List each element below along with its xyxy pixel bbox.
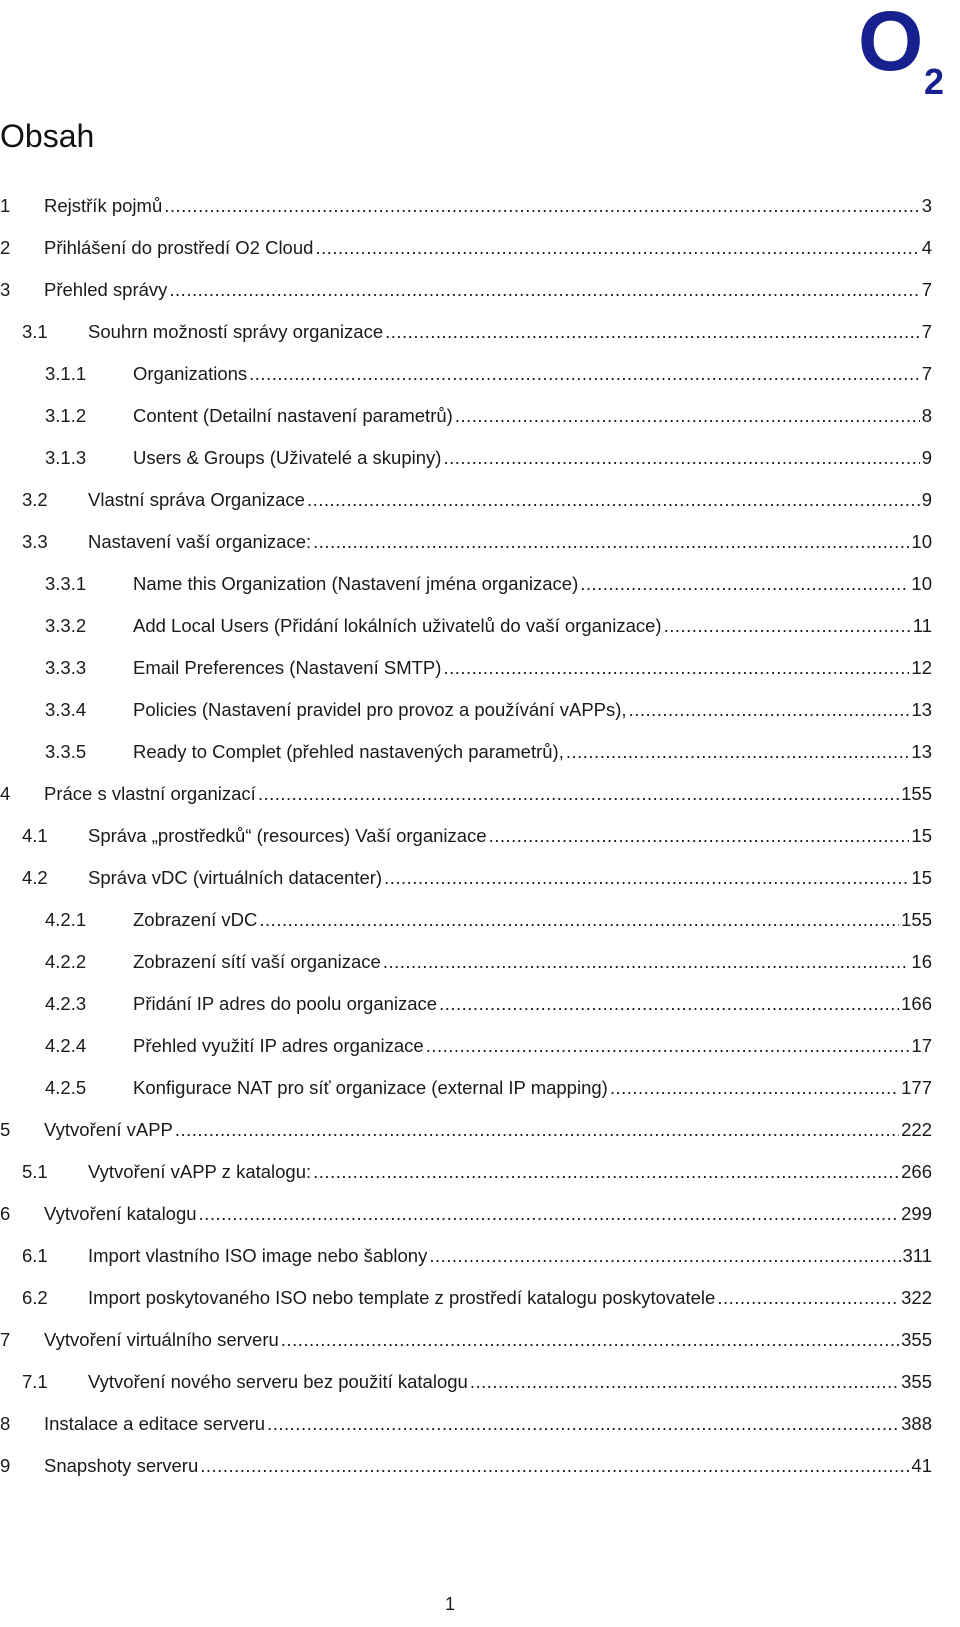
toc-entry[interactable] [0, 1277, 932, 1319]
toc-entry-title: Správa „prostředků“ (resources) Vaší organizace [88, 825, 487, 846]
toc-entry-title: Vytvoření nového serveru bez použití katalogu [88, 1371, 468, 1392]
toc-entry-title: Ready to Complet (přehled nastavených parametrů), [133, 741, 564, 762]
toc-entry-page: 7 [921, 279, 932, 300]
toc-entry-page: 41 [911, 1455, 932, 1476]
toc-entry-page: 4 [921, 237, 932, 258]
toc-entry-number: 6.2 [22, 1287, 48, 1308]
toc-dot-leader [258, 782, 899, 806]
toc-entry-number: 4.2.2 [45, 951, 87, 972]
toc-entry-page: 9 [921, 489, 932, 510]
toc-entry-page: 12 [911, 657, 932, 678]
toc-dot-leader [385, 320, 920, 344]
toc-entry[interactable] [0, 1109, 932, 1151]
toc-entry-number: 3.3.5 [45, 741, 87, 762]
toc-entry-page: 15 [911, 825, 932, 846]
toc-entry-page: 322 [901, 1287, 932, 1308]
toc-entry-number: 4.2.1 [45, 909, 87, 930]
toc-entry-number: 3 [0, 279, 11, 300]
svg-text:O: O [858, 4, 924, 88]
toc-entry-number: 3.3.2 [45, 615, 87, 636]
toc-entry-page: 266 [901, 1161, 932, 1182]
toc-entry-title: Email Preferences (Nastavení SMTP) [133, 657, 442, 678]
toc-entry[interactable] [0, 269, 932, 311]
toc-entry[interactable] [0, 731, 932, 773]
toc-dot-leader [249, 362, 920, 386]
toc-entry-number: 4.1 [22, 825, 48, 846]
toc-entry[interactable] [0, 521, 932, 563]
toc-heading: Obsah [0, 118, 95, 154]
toc-entry-page: 388 [901, 1413, 932, 1434]
toc-entry-page: 3 [921, 195, 932, 216]
toc-dot-leader [664, 614, 911, 638]
toc-entry-title: Nastavení vaší organizace: [88, 531, 312, 552]
toc-entry-number: 5 [0, 1119, 11, 1140]
toc-entry-page: 11 [912, 615, 932, 636]
toc-entry-number: 4.2 [22, 867, 48, 888]
toc-dot-leader [313, 530, 909, 554]
toc-entry-title: Přehled využití IP adres organizace [133, 1035, 424, 1056]
toc-entry[interactable] [0, 437, 932, 479]
toc-dot-leader [443, 656, 909, 680]
toc-dot-leader [426, 1034, 910, 1058]
toc-entry-title: Vytvoření virtuálního serveru [44, 1329, 279, 1350]
toc-entry-title: Name this Organization (Nastavení jména organizace) [133, 573, 579, 594]
toc-entry[interactable] [0, 227, 932, 269]
toc-dot-leader [315, 236, 919, 260]
toc-entry-number: 2 [0, 237, 11, 258]
toc-entry[interactable] [0, 941, 932, 983]
toc-dot-leader [164, 194, 919, 218]
toc-entry-number: 3.1.1 [45, 363, 87, 384]
toc-entry-title: Import vlastního ISO image nebo šablony [88, 1245, 428, 1266]
toc-entry-page: 17 [911, 1035, 932, 1056]
toc-entry-title: Content (Detailní nastavení parametrů) [133, 405, 453, 426]
toc-entry-number: 4.2.5 [45, 1077, 87, 1098]
toc-entry-page: 16 [911, 951, 932, 972]
toc-entry-title: Add Local Users (Přidání lokálních uživatelů do vaší organizace) [133, 615, 662, 636]
toc-entry-page: 13 [911, 699, 932, 720]
toc-entry-number: 3.3.4 [45, 699, 87, 720]
toc-entry-page: 9 [921, 447, 932, 468]
toc-entry-page: 10 [911, 573, 932, 594]
toc-entry[interactable] [0, 605, 932, 647]
toc-dot-leader [281, 1328, 899, 1352]
toc-entry[interactable] [0, 857, 932, 899]
toc-entry-number: 3.1.3 [45, 447, 87, 468]
toc-entry-page: 222 [901, 1119, 932, 1140]
toc-dot-leader [566, 740, 910, 764]
toc-entry-number: 3.3.3 [45, 657, 87, 678]
toc-entry-page: 155 [901, 909, 932, 930]
toc-dot-leader [580, 572, 909, 596]
toc-entry[interactable] [0, 185, 932, 227]
toc-entry-page: 15 [911, 867, 932, 888]
toc-entry-page: 155 [901, 783, 932, 804]
toc-entry[interactable] [0, 689, 932, 731]
toc-entry-title: Vlastní správa Organizace [88, 489, 305, 510]
table-of-contents [0, 185, 932, 1487]
toc-entry-title: Organizations [133, 363, 248, 384]
toc-dot-leader [717, 1286, 899, 1310]
toc-entry-number: 3.2 [22, 489, 48, 510]
toc-entry-title: Přihlášení do prostředí O2 Cloud [44, 237, 314, 258]
toc-dot-leader [175, 1118, 899, 1142]
toc-entry[interactable] [0, 1025, 932, 1067]
toc-dot-leader [313, 1160, 899, 1184]
toc-entry-title: Správa vDC (virtuálních datacenter) [88, 867, 383, 888]
toc-entry-title: Vytvoření vAPP [44, 1119, 173, 1140]
toc-entry-number: 3.1.2 [45, 405, 87, 426]
toc-dot-leader [169, 278, 919, 302]
toc-entry[interactable] [0, 647, 932, 689]
toc-entry-page: 355 [901, 1329, 932, 1350]
toc-entry[interactable] [0, 395, 932, 437]
toc-entry-title: Přidání IP adres do poolu organizace [133, 993, 438, 1014]
toc-entry-number: 3.3 [22, 531, 48, 552]
toc-entry[interactable] [0, 1067, 932, 1109]
toc-entry-title: Zobrazení vDC [133, 909, 258, 930]
toc-dot-leader [443, 446, 919, 470]
toc-dot-leader [384, 866, 909, 890]
toc-entry-title: Users & Groups (Uživatelé a skupiny) [133, 447, 442, 468]
toc-entry-page: 355 [901, 1371, 932, 1392]
toc-dot-leader [199, 1202, 900, 1226]
toc-dot-leader [267, 1412, 899, 1436]
toc-entry[interactable] [0, 1151, 932, 1193]
toc-entry[interactable] [0, 899, 932, 941]
toc-dot-leader [629, 698, 910, 722]
toc-entry-number: 1 [0, 195, 11, 216]
toc-dot-leader [259, 908, 899, 932]
toc-entry-page: 8 [921, 405, 932, 426]
toc-entry-page: 299 [901, 1203, 932, 1224]
toc-dot-leader [439, 992, 899, 1016]
toc-entry[interactable] [0, 1319, 932, 1361]
svg-text:2: 2 [924, 61, 945, 100]
toc-entry[interactable] [0, 1361, 932, 1403]
toc-dot-leader [307, 488, 920, 512]
toc-entry-title: Vytvoření vAPP z katalogu: [88, 1161, 312, 1182]
toc-entry[interactable] [0, 311, 932, 353]
toc-entry[interactable] [0, 479, 932, 521]
toc-entry[interactable] [0, 1403, 932, 1445]
toc-entry-title: Souhrn možností správy organizace [88, 321, 384, 342]
toc-dot-leader [200, 1454, 909, 1478]
toc-entry[interactable] [0, 773, 932, 815]
toc-entry-page: 10 [911, 531, 932, 552]
toc-entry-title: Import poskytovaného ISO nebo template z prostředí katalogu poskytovatele [88, 1287, 716, 1308]
toc-entry-number: 4 [0, 783, 11, 804]
toc-entry-page: 166 [901, 993, 932, 1014]
toc-entry-number: 7.1 [22, 1371, 48, 1392]
toc-entry-number: 6.1 [22, 1245, 48, 1266]
toc-entry-page: 7 [921, 321, 932, 342]
toc-entry-number: 8 [0, 1413, 11, 1434]
toc-dot-leader [489, 824, 910, 848]
toc-entry-number: 9 [0, 1455, 11, 1476]
toc-entry[interactable] [0, 815, 932, 857]
toc-entry[interactable] [0, 983, 932, 1025]
toc-entry-number: 7 [0, 1329, 11, 1350]
toc-entry-number: 5.1 [22, 1161, 48, 1182]
toc-entry[interactable] [0, 1235, 932, 1277]
toc-entry-title: Zobrazení sítí vaší organizace [133, 951, 381, 972]
toc-dot-leader [470, 1370, 899, 1394]
toc-entry-number: 3.3.1 [45, 573, 87, 594]
toc-entry[interactable] [0, 1193, 932, 1235]
toc-dot-leader [383, 950, 910, 974]
page-number: 1 [444, 1594, 455, 1614]
toc-entry-number: 4.2.3 [45, 993, 87, 1014]
toc-entry-title: Práce s vlastní organizací [44, 783, 256, 804]
toc-entry-title: Snapshoty serveru [44, 1455, 199, 1476]
toc-dot-leader [455, 404, 920, 428]
toc-entry-page: 13 [911, 741, 932, 762]
toc-entry-title: Vytvoření katalogu [44, 1203, 197, 1224]
toc-dot-leader [429, 1244, 900, 1268]
toc-entry-page: 7 [921, 363, 932, 384]
toc-entry[interactable] [0, 353, 932, 395]
toc-entry-title: Rejstřík pojmů [44, 195, 163, 216]
toc-entry-title: Policies (Nastavení pravidel pro provoz a používání vAPPs), [133, 699, 627, 720]
toc-entry-number: 3.1 [22, 321, 48, 342]
toc-entry-number: 4.2.4 [45, 1035, 87, 1056]
toc-entry[interactable] [0, 563, 932, 605]
toc-entry-page: 311 [902, 1245, 932, 1266]
o2-logo [858, 4, 958, 100]
toc-entry-page: 177 [901, 1077, 932, 1098]
toc-entry[interactable] [0, 1445, 932, 1487]
toc-entry-number: 6 [0, 1203, 11, 1224]
toc-entry-title: Instalace a editace serveru [44, 1413, 266, 1434]
toc-entry-title: Konfigurace NAT pro síť organizace (external IP mapping) [133, 1077, 608, 1098]
toc-dot-leader [610, 1076, 899, 1100]
toc-entry-title: Přehled správy [44, 279, 168, 300]
